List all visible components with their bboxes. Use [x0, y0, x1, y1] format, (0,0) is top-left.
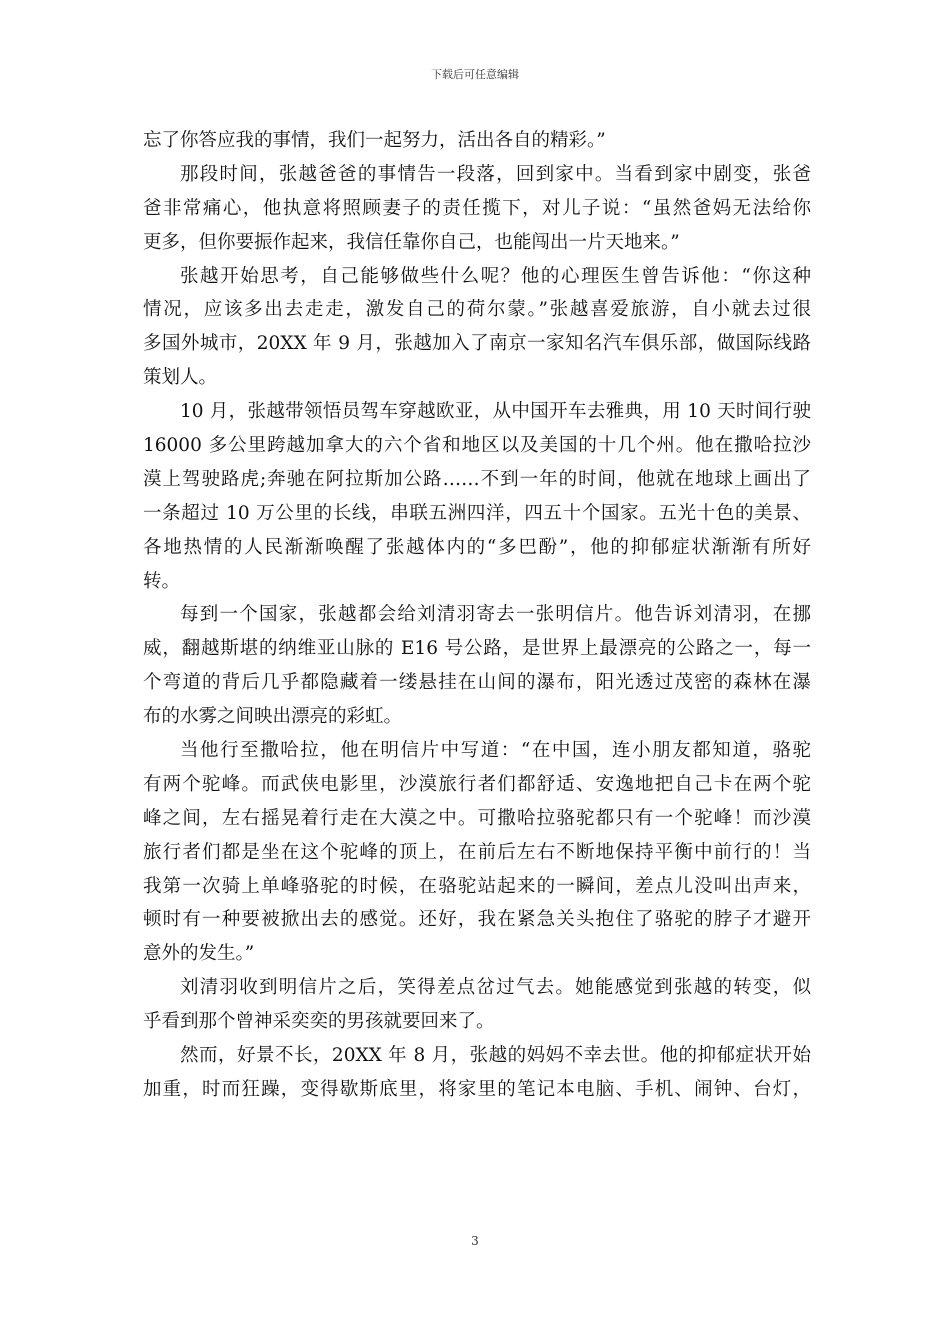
paragraph	[143, 158, 811, 260]
page-number: 3	[471, 1234, 479, 1248]
text-line: 意外的发生。”	[143, 943, 255, 965]
paragraph	[143, 1039, 811, 1107]
text-line: 刘清羽收到明信片之后，笑得差点岔过气去。她能感觉到张越的转变，似	[180, 977, 811, 999]
text-line: 漠上驾驶路虎;奔驰在阿拉斯加公路……不到一年的时间，他就在地球上画出了	[143, 468, 811, 490]
text-line: 然而，好景不长，20XX 年 8 月，张越的妈妈不幸去世。他的抑郁症状开始	[180, 1045, 811, 1067]
text-line: 转。	[143, 570, 181, 592]
text-line: 一条超过 10 万公里的长线，串联五洲四洋，四五十个国家。五光十色的美景、	[143, 502, 811, 524]
text-line: 峰之间，左右摇晃着行走在大漠之中。可撒哈拉骆驼都只有一个驼峰！而沙漠	[143, 807, 811, 829]
paragraph	[143, 124, 811, 158]
document-body	[143, 124, 811, 1107]
text-line: 旅行者们都是坐在这个驼峰的顶上，在前后左右不断地保持平衡中前行的！当	[143, 841, 811, 863]
text-line: 情况，应该多出去走走，激发自己的荷尔蒙。”张越喜爱旅游，自小就去过很	[143, 299, 811, 321]
text-line: 布的水雾之间映出漂亮的彩虹。	[143, 706, 403, 728]
text-line: 16000 多公里跨越加拿大的六个省和地区以及美国的十几个州。他在撒哈拉沙	[143, 435, 811, 457]
text-line: 各地热情的人民渐渐唤醒了张越体内的“多巴酚”，他的抑郁症状渐渐有所好	[143, 536, 811, 558]
text-line: 爸非常痛心，他执意将照顾妻子的责任揽下，对儿子说：“虽然爸妈无法给你	[143, 197, 811, 219]
paragraph	[143, 734, 811, 971]
text-line: 那段时间，张越爸爸的事情告一段落，回到家中。当看到家中剧变，张爸	[180, 163, 811, 185]
text-line: 策划人。	[143, 367, 218, 389]
text-line: 张越开始思考，自己能够做些什么呢？他的心理医生曾告诉他：“你这种	[180, 265, 811, 287]
paragraph	[143, 260, 811, 396]
text-line: 每到一个国家，张越都会给刘清羽寄去一张明信片。他告诉刘清羽，在挪	[180, 604, 811, 626]
text-line: 个弯道的背后几乎都隐藏着一缕悬挂在山间的瀑布，阳光透过茂密的森林在瀑	[143, 672, 811, 694]
text-line: 乎看到那个曾神采奕奕的男孩就要回来了。	[143, 1011, 495, 1033]
text-line: 10 月，张越带领悟员驾车穿越欧亚，从中国开车去雅典，用 10 天时间行驶	[180, 401, 811, 423]
paragraph	[143, 395, 811, 598]
text-line: 当他行至撒哈拉，他在明信片中写道：“在中国，连小朋友都知道，骆驼	[180, 740, 811, 762]
paragraph	[143, 971, 811, 1039]
page-header: 下载后可任意编辑	[431, 68, 519, 81]
text-line: 加重，时而狂躁，变得歇斯底里，将家里的笔记本电脑、手机、闹钟、台灯，	[143, 1078, 811, 1100]
text-line: 顿时有一种要被掀出去的感觉。还好，我在紧急关头抱住了骆驼的脖子才避开	[143, 909, 811, 931]
text-line: 忘了你答应我的事情，我们一起努力，活出各自的精彩。”	[143, 130, 606, 151]
text-line: 威，翻越斯堪的纳维亚山脉的 E16 号公路，是世界上最漂亮的公路之一，每一	[143, 638, 811, 660]
text-line: 多国外城市，20XX 年 9 月，张越加入了南京一家知名汽车俱乐部，做国际线路	[143, 333, 811, 355]
paragraph	[143, 598, 811, 734]
text-line: 更多，但你要振作起来，我信任靠你自己，也能闯出一片天地来。”	[143, 231, 680, 253]
text-line: 有两个驼峰。而武侠电影里，沙漠旅行者们都舒适、安逸地把自己卡在两个驼	[143, 773, 811, 795]
text-line: 我第一次骑上单峰骆驼的时候，在骆驼站起来的一瞬间，差点儿没叫出声来，	[143, 875, 811, 897]
